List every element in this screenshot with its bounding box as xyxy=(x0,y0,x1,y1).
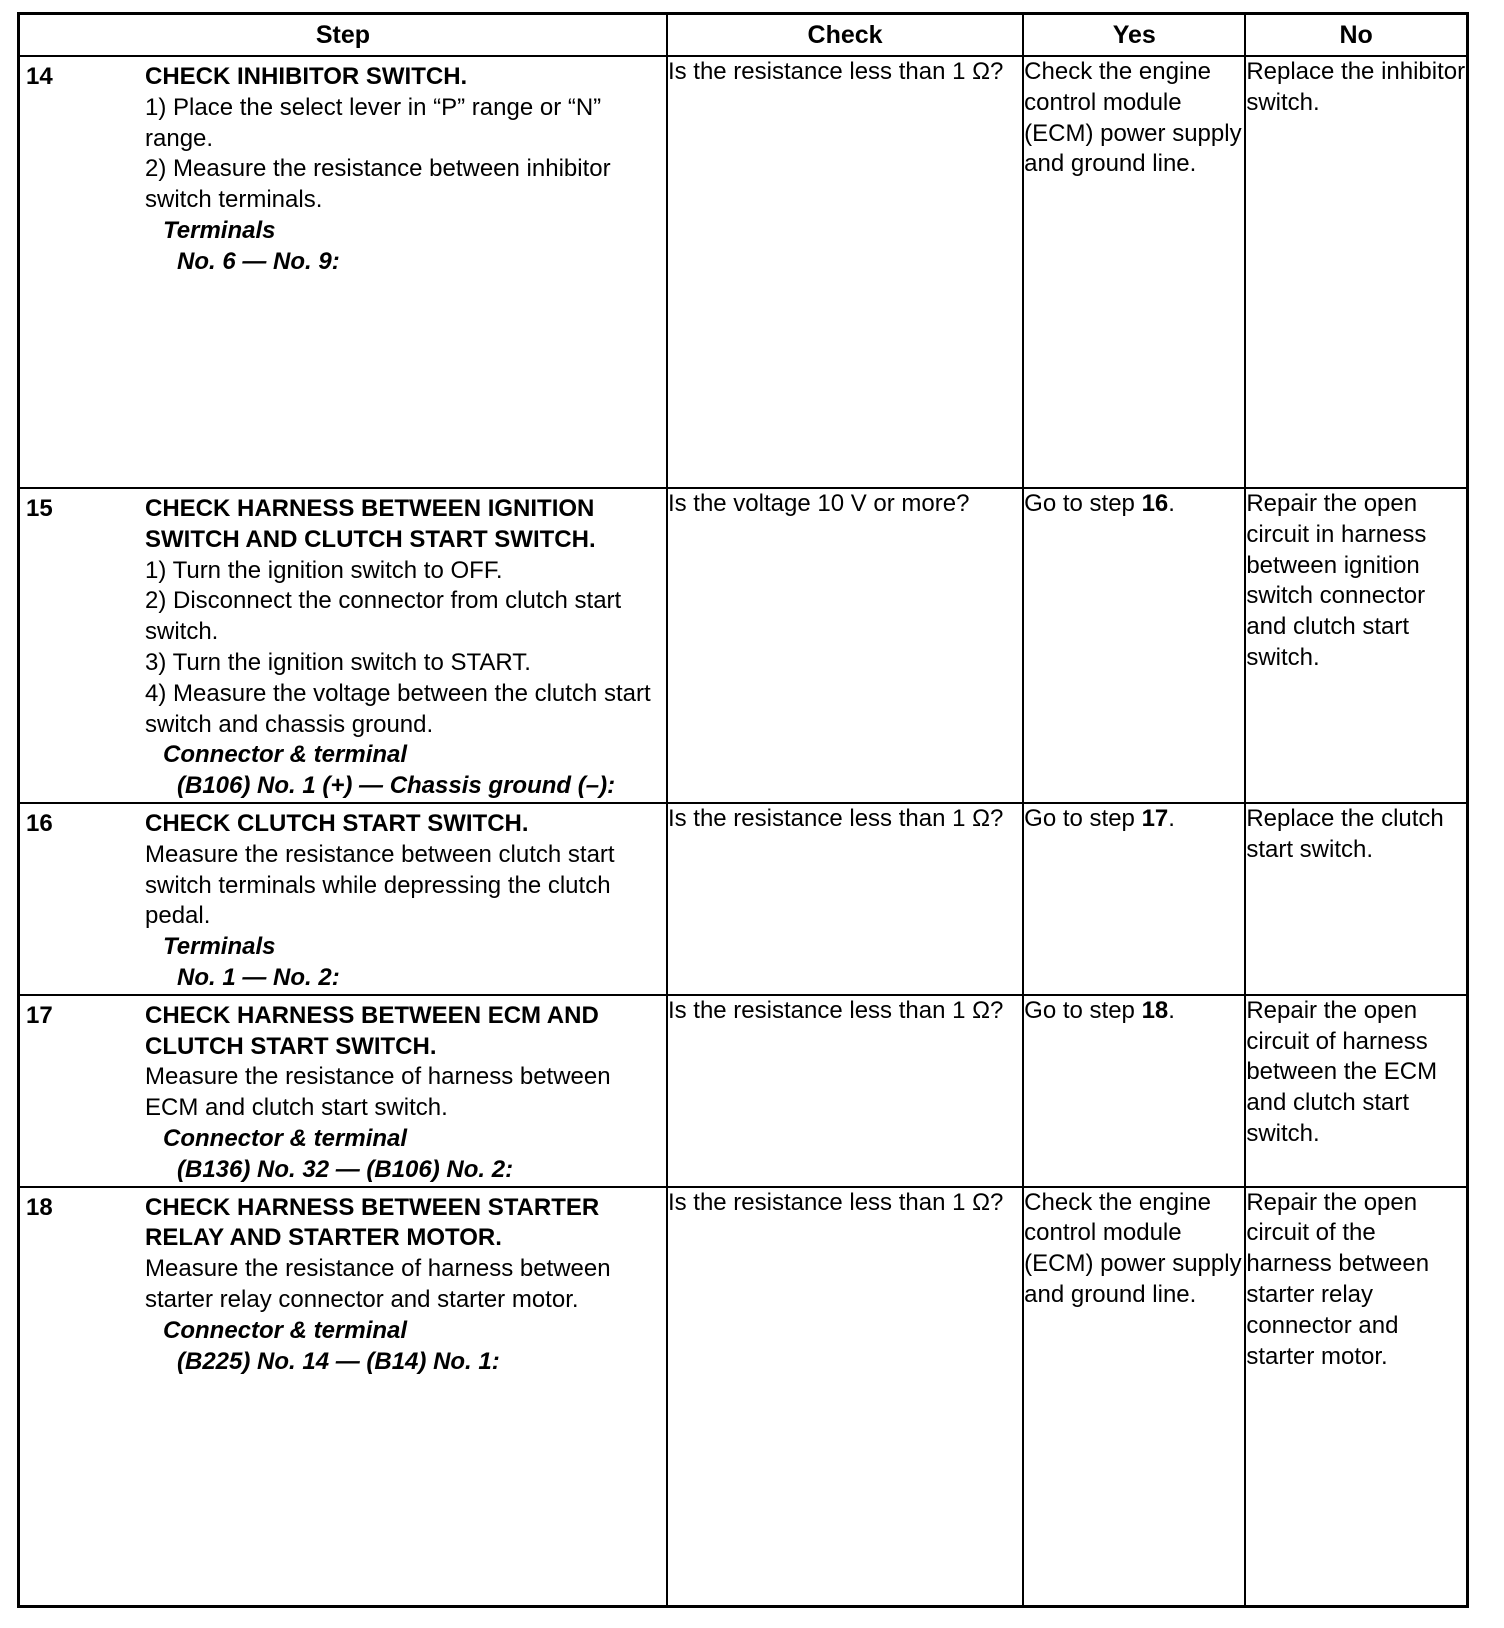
step-number: 15 xyxy=(26,495,53,522)
step-title: CHECK HARNESS BETWEEN STARTER RELAY AND STARTER MOTOR. xyxy=(145,1193,600,1252)
yes-text: Check the engine control module (ECM) power supply and ground line. xyxy=(1024,1188,1242,1308)
step-instruction: 4) Measure the voltage between the clutch start switch and chassis ground. xyxy=(145,679,651,738)
yes-text: Go to step xyxy=(1024,804,1142,832)
check-cell: Is the voltage 10 V or more? xyxy=(667,488,1023,803)
check-cell: Is the resistance less than 1 Ω? xyxy=(667,1187,1023,1607)
header-step: Step xyxy=(19,14,667,57)
spec-label: Connector & terminal xyxy=(163,1316,408,1344)
step-cell xyxy=(19,995,667,1187)
no-cell: Replace the inhibitor switch. xyxy=(1245,56,1467,488)
table-row xyxy=(19,1187,1468,1607)
step-title: CHECK HARNESS BETWEEN IGNITION SWITCH AND CLUTCH START SWITCH. xyxy=(145,495,596,553)
yes-text: Go to step xyxy=(1024,490,1142,517)
yes-text: Check the engine control module (ECM) power supply and ground line. xyxy=(1024,58,1242,178)
no-cell: Replace the clutch start switch. xyxy=(1245,803,1467,995)
step-cell xyxy=(19,803,667,995)
step-instruction: Measure the resistance between clutch start switch terminals while depressing the clutch pedal. xyxy=(145,840,615,930)
yes-text: Go to step xyxy=(1024,996,1142,1024)
spec-value: No. 6 — No. 9: xyxy=(177,247,340,275)
step-instruction: Measure the resistance of harness between starter relay connector and starter motor. xyxy=(145,1255,611,1313)
header-row xyxy=(19,14,1468,57)
no-cell: Repair the open circuit in harness between ignition switch connector and clutch start switch. xyxy=(1245,488,1467,803)
step-number: 16 xyxy=(26,809,53,837)
yes-cell xyxy=(1023,56,1245,488)
yes-step-number: 18 xyxy=(1141,996,1169,1024)
spec-value: (B225) No. 14 — (B14) No. 1: xyxy=(177,1347,500,1375)
step-instruction: 1) Place the select lever in “P” range or “N” range. xyxy=(145,93,602,152)
yes-cell: Go to step 16. xyxy=(1023,488,1245,803)
step-cell xyxy=(19,1187,667,1607)
no-cell: Repair the open circuit of harness between the ECM and clutch start switch. xyxy=(1245,995,1467,1187)
step-cell xyxy=(19,56,667,488)
check-cell: Is the resistance less than 1 Ω? xyxy=(667,803,1023,995)
check-cell: Is the resistance less than 1 Ω? xyxy=(667,995,1023,1187)
spec-label: Connector & terminal xyxy=(163,1124,408,1152)
yes-step-number: 17 xyxy=(1141,804,1169,832)
header-no: No xyxy=(1245,14,1467,57)
header-yes: Yes xyxy=(1023,14,1245,57)
diagnostic-table xyxy=(17,12,1469,1608)
table-row xyxy=(19,995,1468,1187)
yes-cell xyxy=(1023,1187,1245,1607)
yes-step-number: 16 xyxy=(1141,490,1169,517)
spec-value: (B106) No. 1 (+) — Chassis ground (–): xyxy=(177,772,616,800)
step-number: 18 xyxy=(26,1193,53,1221)
step-title: CHECK CLUTCH START SWITCH. xyxy=(145,809,529,837)
table-row xyxy=(19,488,1468,803)
spec-value: (B136) No. 32 — (B106) No. 2: xyxy=(177,1155,514,1183)
step-number: 17 xyxy=(26,1001,53,1029)
step-number: 14 xyxy=(26,63,53,90)
step-title: CHECK INHIBITOR SWITCH. xyxy=(145,63,468,90)
check-cell: Is the resistance less than 1 Ω? xyxy=(667,56,1023,488)
yes-cell: Go to step 17. xyxy=(1023,803,1245,995)
step-instruction: 2) Disconnect the connector from clutch start switch. xyxy=(145,587,622,646)
step-instruction: 3) Turn the ignition switch to START. xyxy=(145,648,531,676)
spec-label: Connector & terminal xyxy=(163,741,408,769)
step-instruction: 1) Turn the ignition switch to OFF. xyxy=(145,556,503,584)
step-title: CHECK HARNESS BETWEEN ECM AND CLUTCH START SWITCH. xyxy=(145,1001,599,1060)
table-row xyxy=(19,56,1468,488)
spec-label: Terminals xyxy=(163,216,276,244)
step-cell xyxy=(19,488,667,803)
table-row xyxy=(19,803,1468,995)
spec-value: No. 1 — No. 2: xyxy=(177,963,340,991)
step-instruction: Measure the resistance of harness between ECM and clutch start switch. xyxy=(145,1063,611,1122)
yes-cell: Go to step 18. xyxy=(1023,995,1245,1187)
no-cell: Repair the open circuit of the harness between starter relay connector and starter motor. xyxy=(1245,1187,1467,1607)
spec-label: Terminals xyxy=(163,933,276,961)
step-instruction: 2) Measure the resistance between inhibitor switch terminals. xyxy=(145,155,611,214)
header-check: Check xyxy=(667,14,1023,57)
